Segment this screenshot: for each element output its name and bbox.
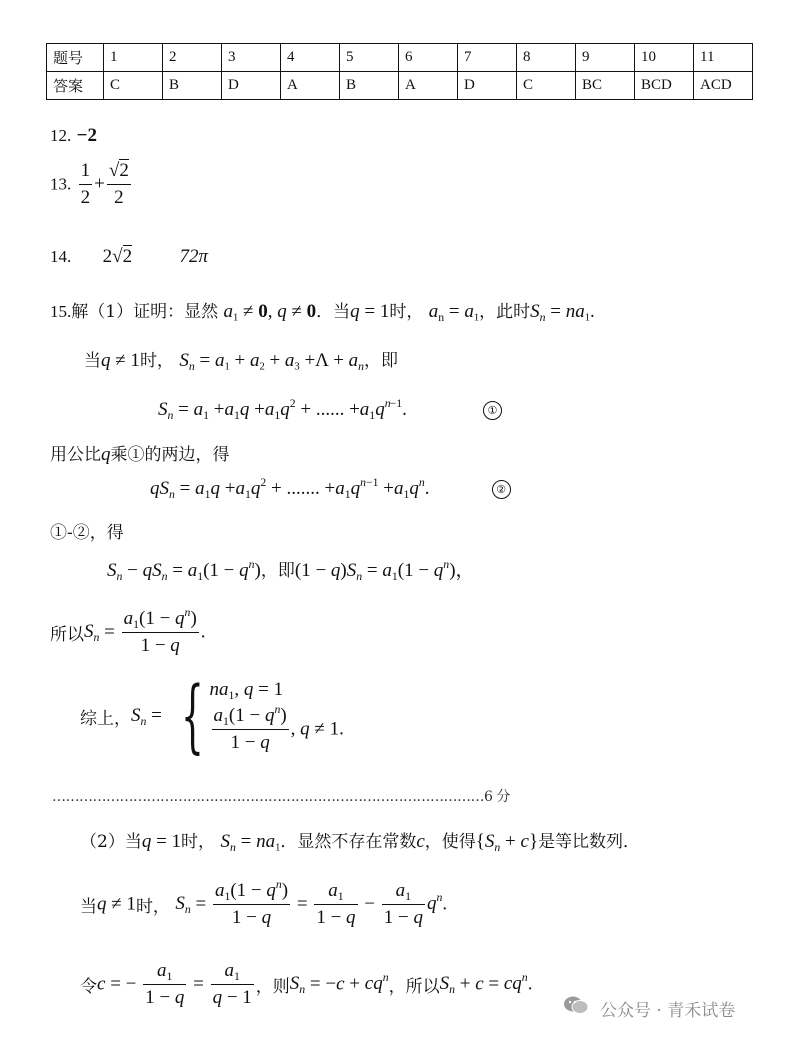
answer-cell: ACD [694,72,753,100]
question-number: 14. [50,247,72,266]
fraction-root2-over-2: $\frac{√2}{2}$ [108,160,129,208]
number-cell: 2 [163,44,222,72]
q15-part2-line-3: 令c = − $\frac{a_1}{1 - q}$ = $\frac{a_1}{q - 1}$ ，则$S_n = -c + cq^n$，所以$S_n + c = cq^n$. [80,960,533,1008]
answer-cell: D [458,72,517,100]
number-cell: 9 [576,44,635,72]
q15-line-6: ①-②，得 [50,523,124,543]
answer-table [46,43,753,100]
q15-equation-2: $qS_n = a_1q +a_1q^2$ + ....... $+a_1q^{n-1} +a_1q^n$. ② [150,477,511,500]
q15-equation-3: $S_n - qS_n = a_1(1 - q^n)$，即$(1 - q)S_n = a_1(1 - q^n)$， [107,557,475,584]
q15-intro: 解（1）证明：显然 [71,302,219,322]
fraction-half: $\frac{1}{2}$ [80,160,91,208]
wechat-icon [563,995,589,1015]
table-row-answers [47,72,753,100]
number-cell: 7 [458,44,517,72]
answer-cell: C [517,72,576,100]
number-cell: 1 [104,44,163,72]
answer-cell: BC [576,72,635,100]
answer-14 [50,246,208,268]
q15-line-1: 15.解（1）证明：显然 $a_1 \ne 0$, q ≠ 0．当q = 1时， $a_n = a_1$，此时$S_n = na_1$. [50,301,595,325]
table-row-numbers [47,44,753,72]
answer-cell: B [163,72,222,100]
watermark-text: 公众号 · 青禾试卷 [600,1001,736,1021]
q15-part2-line-1: （2）当q = 1时， $S_n = na_1$．显然不存在常数c，使得$\{S_n + c\}$是等比数列． [80,831,641,855]
answer-cell: BCD [635,72,694,100]
answer-cell: B [340,72,399,100]
number-cell: 8 [517,44,576,72]
answer-cell: C [104,72,163,100]
score-line: ……………………………………………………………………………………6 分 [52,789,510,805]
q15-line-4: 用公比q乘①的两边，得 [50,444,230,465]
answer-cell: D [222,72,281,100]
number-cell: 4 [281,44,340,72]
equation-label-2: ② [492,480,511,499]
answer-14-second: 72π [179,246,209,267]
q15-summary: 综上，$S_n$ = { $na_1$, q = 1 $\frac{a_1(1 - q^n)}{1 - q}$ , q ≠ 1. [80,669,344,762]
q15-part2-line-2: 当q ≠ 1时， $S_n$ = $\frac{a_1(1 - q^n)}{1 - q}$ = $\frac{a_1}{1 - q}$ − $\frac{a_1}{1 - q}$ $q^n$. [80,877,448,928]
number-cell: 3 [222,44,281,72]
answer-cell: A [281,72,340,100]
answer-cell: A [399,72,458,100]
q15-line-8: 所以$S_n$ = $\frac{a_1(1 - q^n)}{1 - q}$ . [50,605,206,656]
number-cell: 10 [635,44,694,72]
answer-12 [50,125,97,147]
answer-13: 13. $\frac{1}{2}$ + $\frac{√2}{2}$ [50,160,129,208]
fraction-sum: $\frac{a_1(1 - q^n)}{1 - q}$ [123,605,197,656]
header-label-cell: 题号 [47,44,104,72]
fraction-summary: $\frac{a_1(1 - q^n)}{1 - q}$ [213,702,287,753]
number-cell: 5 [340,44,399,72]
answer-value: −2 [76,125,97,146]
answer-14-first: 2√2 [102,246,133,267]
q15-line-2: 当q ≠ 1时， $S_n = a_1 + a_2 + a_3 +\Lambda + a_n$，即 [84,350,399,374]
answer-label-cell: 答案 [47,72,104,100]
q15-equation-1: $S_n = a_1 +a_1q +a_1q^2$ + ...... $+a_1q^{n-1}$. ① [158,398,502,421]
number-cell: 6 [399,44,458,72]
equation-label-1: ① [483,401,502,420]
question-number: 13. [50,174,72,194]
number-cell: 11 [694,44,753,72]
question-number: 15. [50,302,72,321]
question-number: 12. [50,126,72,145]
